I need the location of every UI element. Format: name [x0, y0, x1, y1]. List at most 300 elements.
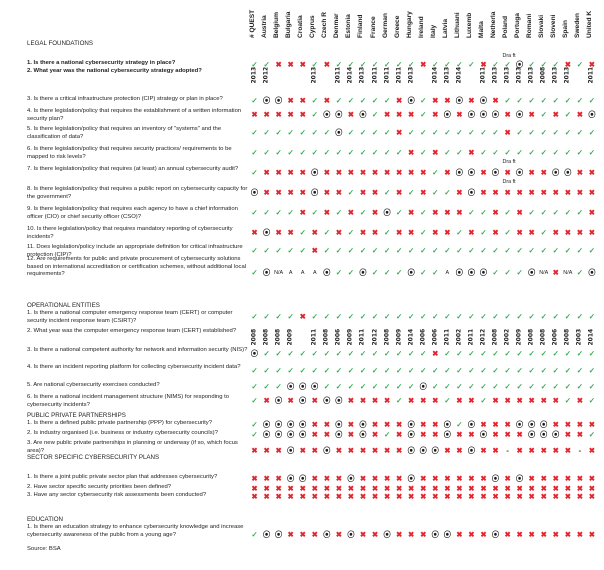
column-header-belgium [271, 2, 282, 38]
cross-icon: ✖ [468, 474, 475, 483]
year-value: 2013 [250, 66, 258, 84]
cross-icon: ✖ [432, 110, 439, 119]
check-icon: ✓ [408, 349, 415, 358]
dot-icon: ⦿ [443, 420, 451, 429]
check-icon: ✓ [456, 60, 463, 69]
cell-text: A [288, 270, 293, 276]
cross-icon: ✖ [528, 396, 535, 405]
dot-icon: ⦿ [539, 420, 548, 429]
cross-icon: ✖ [588, 208, 595, 217]
dot-icon: ⦿ [298, 396, 307, 405]
check-icon: ✓ [275, 246, 282, 255]
cross-icon: ✖ [299, 312, 306, 321]
check-icon: ✓ [492, 349, 499, 358]
check-icon: ✓ [564, 382, 571, 391]
cross-icon: ✖ [588, 420, 595, 429]
dot-icon: ⦿ [407, 430, 415, 439]
dot-icon: ⦿ [419, 382, 427, 391]
check-icon: ✓ [335, 96, 342, 105]
cross-icon: ✖ [347, 484, 354, 493]
question-text: 1. Is there an education strategy to enhance cybersecurity knowledge and increase cybersecurity awareness of the public from a young age? [27, 524, 244, 538]
check-icon: ✓ [528, 312, 535, 321]
dot-icon: ⦿ [383, 208, 391, 217]
check-icon: ✓ [492, 60, 499, 69]
check-icon: ✓ [516, 268, 523, 277]
question-text: 11. Does legislation/policy include an appropriate definition for critical infrastructure protection (CIP)? [27, 244, 243, 258]
column-header-label: Ireland [417, 16, 425, 38]
question-text: 4. Is there an incident reporting platform for collecting cybersecurity incident data? [27, 364, 241, 370]
check-icon: ✓ [504, 60, 511, 69]
year-value: 2013 [407, 66, 415, 84]
cross-icon: ✖ [468, 228, 475, 237]
dot-icon: ⦿ [383, 530, 391, 539]
cross-icon: ✖ [335, 484, 342, 493]
cross-icon: ✖ [395, 446, 403, 455]
dot-icon: ⦿ [274, 96, 283, 105]
check-icon: ✓ [468, 382, 475, 391]
cross-icon: ✖ [299, 96, 306, 105]
check-icon: ✓ [432, 168, 439, 177]
dot-icon: ⦿ [407, 96, 415, 105]
cross-icon: ✖ [564, 60, 571, 69]
cell-text: N/A [563, 270, 573, 276]
check-icon: ✓ [456, 246, 463, 255]
check-icon: ✓ [420, 148, 427, 157]
question-text: 7. Is there legislation/policy that requires (at least) an annual cybersecurity audit? [27, 166, 239, 172]
column-header-luxembourg [464, 2, 475, 38]
check-icon: ✓ [299, 246, 306, 255]
dot-icon: ⦿ [515, 60, 524, 69]
dot-icon: ⦿ [588, 268, 596, 277]
check-icon: ✓ [371, 128, 379, 137]
cross-icon: ✖ [311, 474, 318, 483]
check-icon: ✓ [275, 128, 282, 137]
cross-icon: ✖ [275, 188, 282, 197]
year-value: 2011 [395, 66, 403, 84]
column-header--questions [247, 2, 258, 38]
cross-icon: ✖ [275, 228, 282, 237]
check-icon: ✓ [432, 382, 439, 391]
cross-icon: ✖ [432, 484, 439, 493]
cross-icon: ✖ [408, 228, 415, 237]
column-header-label: Luxemb [465, 12, 473, 38]
column-header-label: Sweden [574, 13, 582, 38]
column-header-label: Finland [357, 14, 365, 38]
cross-icon: ✖ [263, 110, 270, 119]
question-text: 3. Is there a critical infrastructure protection (CIP) strategy or plan in place? [27, 96, 223, 102]
check-icon: ✓ [275, 312, 282, 321]
dot-icon: ⦿ [323, 268, 331, 277]
cross-icon: ✖ [576, 168, 583, 177]
check-icon: ✓ [528, 148, 535, 157]
cross-icon: ✖ [311, 484, 318, 493]
cross-icon: ✖ [552, 110, 559, 119]
check-icon: ✓ [311, 96, 318, 105]
section-heading: PUBLIC PRIVATE PARTNERSHIPS [27, 412, 126, 419]
dot-icon: ⦿ [335, 420, 343, 429]
check-icon: ✓ [552, 382, 559, 391]
cross-icon: ✖ [432, 96, 439, 105]
cross-icon: ✖ [371, 446, 379, 455]
dot-icon: ⦿ [335, 396, 343, 405]
dot-icon: ⦿ [527, 268, 536, 277]
check-icon: ✓ [251, 382, 258, 391]
cross-icon: ✖ [540, 188, 547, 197]
check-icon: ✓ [456, 420, 463, 429]
dot-icon: ⦿ [431, 446, 439, 455]
dot-icon: ⦿ [250, 188, 259, 197]
check-icon: ✓ [480, 312, 487, 321]
check-icon: ✓ [299, 128, 306, 137]
year-value: 2011 [310, 328, 318, 346]
column-header-label: Spain [562, 20, 570, 38]
check-icon: ✓ [275, 366, 282, 375]
cross-icon: ✖ [383, 492, 391, 501]
year-value: 2014 [346, 66, 354, 84]
column-header-label: # QUEST [249, 9, 256, 38]
year-value: 2012 [371, 328, 378, 346]
check-icon: ✓ [576, 96, 583, 105]
cross-icon: ✖ [576, 530, 583, 539]
cross-icon: ✖ [287, 530, 294, 539]
cross-icon: ✖ [287, 60, 294, 69]
cross-icon: ✖ [576, 228, 583, 237]
year-value: 2008 [274, 328, 282, 346]
check-icon: ✓ [540, 382, 547, 391]
column-headers [0, 0, 604, 40]
column-header-label: Belgium [273, 11, 281, 38]
check-icon: ✓ [371, 382, 379, 391]
dot-icon: ⦿ [467, 446, 476, 455]
cross-icon: ✖ [335, 474, 342, 483]
dot-icon: ⦿ [407, 474, 415, 483]
cross-icon: ✖ [323, 484, 330, 493]
column-header-label: United K [586, 10, 594, 38]
dot-icon: ⦿ [455, 168, 464, 177]
dot-icon: ⦿ [467, 420, 476, 429]
cross-icon: ✖ [287, 110, 294, 119]
check-icon: ✓ [311, 60, 318, 69]
dot-icon: ⦿ [407, 446, 415, 455]
check-icon: ✓ [395, 396, 403, 405]
cross-icon: ✖ [371, 396, 379, 405]
column-header-label: Portuga [514, 13, 522, 38]
dot-icon: ⦿ [298, 382, 307, 391]
question-text: 6. Is there a national incident management structure (NIMS) for responding to cybersecurity incidents? [27, 394, 230, 408]
check-icon: ✓ [540, 60, 547, 69]
column-header-netherlands [488, 2, 499, 38]
cross-icon: ✖ [359, 530, 367, 539]
cross-icon: ✖ [323, 474, 330, 483]
cross-icon: ✖ [420, 430, 427, 439]
cross-icon: ✖ [371, 168, 379, 177]
cross-icon: ✖ [335, 228, 342, 237]
cross-icon: ✖ [311, 492, 318, 501]
question-text: 1. Is there a joint public private sector plan that addresses cybersecurity? [27, 474, 218, 480]
cross-icon: ✖ [576, 430, 583, 439]
cross-icon: ✖ [444, 474, 451, 483]
dot-icon: ⦿ [286, 430, 295, 439]
year-value: 2006 [334, 328, 342, 346]
check-icon: ✓ [383, 430, 391, 439]
check-icon: ✓ [456, 349, 463, 358]
column-header-france [368, 2, 379, 38]
cross-icon: ✖ [347, 420, 354, 429]
cross-icon: ✖ [347, 208, 354, 217]
dot-icon: ⦿ [323, 396, 331, 405]
cross-icon: ✖ [287, 228, 294, 237]
check-icon: ✓ [504, 268, 511, 277]
column-header-label: France [369, 16, 377, 38]
check-icon: ✓ [371, 366, 379, 375]
column-header-hungary [404, 2, 415, 38]
cross-icon: ✖ [468, 148, 475, 157]
cross-icon: ✖ [395, 110, 403, 119]
dot-icon: ⦿ [347, 530, 355, 539]
cross-icon: ✖ [311, 246, 318, 255]
check-icon: ✓ [335, 268, 342, 277]
cross-icon: ✖ [528, 492, 535, 501]
check-icon: ✓ [516, 312, 523, 321]
check-icon: ✓ [335, 246, 342, 255]
cross-icon: ✖ [311, 228, 318, 237]
column-header-austria [259, 2, 270, 38]
check-icon: ✓ [251, 430, 258, 439]
cross-icon: ✖ [299, 530, 306, 539]
check-icon: ✓ [371, 96, 379, 105]
check-icon: ✓ [311, 312, 318, 321]
question-text: 1. Is there a defined public private partnership (PPP) for cybersecurity? [27, 420, 212, 426]
dot-icon: ⦿ [515, 168, 524, 177]
cross-icon: ✖ [516, 396, 523, 405]
check-icon: ✓ [468, 312, 475, 321]
cross-icon: ✖ [335, 188, 342, 197]
check-icon: ✓ [408, 382, 415, 391]
cross-icon: ✖ [576, 110, 583, 119]
cross-icon: ✖ [504, 396, 511, 405]
check-icon: ✓ [528, 382, 535, 391]
cross-icon: ✖ [540, 492, 547, 501]
cross-icon: ✖ [456, 484, 463, 493]
check-icon: ✓ [444, 396, 451, 405]
cross-icon: ✖ [552, 484, 559, 493]
check-icon: ✓ [480, 382, 487, 391]
check-icon: ✓ [347, 382, 354, 391]
cross-icon: ✖ [432, 396, 439, 405]
check-icon: ✓ [432, 268, 439, 277]
cross-icon: ✖ [588, 484, 595, 493]
check-icon: ✓ [420, 268, 427, 277]
cross-icon: ✖ [504, 474, 511, 483]
check-icon: ✓ [540, 366, 547, 375]
question-text: 8. Is there legislation/policy that requires a public report on cybersecurity capacity for the government? [27, 186, 248, 200]
cross-icon: ✖ [383, 396, 391, 405]
cell-text: N/A [539, 270, 549, 276]
check-icon: ✓ [287, 349, 294, 358]
check-icon: ✓ [299, 148, 306, 157]
column-header-poland [500, 2, 511, 38]
cross-icon: ✖ [371, 492, 379, 501]
column-header-label: Cyprus [309, 15, 317, 38]
cross-icon: ✖ [251, 228, 258, 237]
check-icon: ✓ [263, 148, 270, 157]
check-icon: ✓ [588, 396, 595, 405]
cross-icon: ✖ [456, 396, 463, 405]
year-value: 2011 [443, 328, 451, 346]
check-icon: ✓ [576, 148, 583, 157]
check-icon: ✓ [516, 128, 523, 137]
cross-icon: ✖ [299, 484, 306, 493]
cross-icon: ✖ [480, 530, 487, 539]
dot-icon: ⦿ [274, 420, 283, 429]
cross-icon: ✖ [516, 430, 523, 439]
question-text: 5. Is there legislation/policy that requires an inventory of "systems" and the classification of data? [27, 126, 222, 140]
check-icon: ✓ [528, 208, 535, 217]
cross-icon: ✖ [371, 228, 379, 237]
check-icon: ✓ [359, 349, 367, 358]
column-header-slovakia [536, 2, 547, 38]
check-icon: ✓ [468, 128, 475, 137]
cross-icon: ✖ [432, 420, 439, 429]
check-icon: ✓ [516, 246, 523, 255]
cross-icon: ✖ [263, 168, 270, 177]
cross-icon: ✖ [444, 492, 451, 501]
cross-icon: ✖ [251, 110, 258, 119]
cross-icon: ✖ [516, 492, 523, 501]
check-icon: ✓ [492, 382, 499, 391]
dot-icon: ⦿ [552, 168, 560, 177]
check-icon: ✓ [540, 208, 547, 217]
dot-icon: ⦿ [262, 228, 271, 237]
check-icon: ✓ [576, 382, 583, 391]
check-icon: ✓ [371, 312, 379, 321]
check-icon: ✓ [480, 128, 487, 137]
cross-icon: ✖ [564, 484, 571, 493]
check-icon: ✓ [359, 382, 367, 391]
cross-icon: ✖ [540, 474, 547, 483]
cross-icon: ✖ [564, 188, 571, 197]
check-icon: ✓ [444, 148, 451, 157]
check-icon: ✓ [251, 366, 258, 375]
cross-icon: ✖ [480, 420, 487, 429]
cross-icon: ✖ [408, 110, 415, 119]
check-icon: ✓ [576, 208, 583, 217]
cross-icon: ✖ [420, 484, 427, 493]
check-icon: ✓ [516, 96, 523, 105]
check-icon: ✓ [263, 312, 270, 321]
check-icon: ✓ [528, 128, 535, 137]
cross-icon: ✖ [383, 420, 391, 429]
check-icon: ✓ [323, 128, 330, 137]
cross-icon: ✖ [480, 446, 487, 455]
check-icon: ✓ [251, 420, 258, 429]
check-icon: ✓ [323, 312, 330, 321]
check-icon: ✓ [540, 148, 547, 157]
check-icon: ✓ [552, 208, 559, 217]
check-icon: ✓ [287, 208, 294, 217]
cross-icon: ✖ [432, 492, 439, 501]
cross-icon: ✖ [588, 474, 595, 483]
cross-icon: ✖ [588, 60, 595, 69]
check-icon: ✓ [468, 246, 475, 255]
check-icon: ✓ [516, 148, 523, 157]
check-icon: ✓ [359, 208, 367, 217]
cross-icon: ✖ [552, 188, 559, 197]
year-value: 2009 [346, 328, 354, 346]
cross-icon: ✖ [432, 474, 439, 483]
cross-icon: ✖ [420, 492, 427, 501]
cross-icon: ✖ [347, 492, 354, 501]
cross-icon: ✖ [371, 208, 379, 217]
dot-icon: ⦿ [298, 420, 307, 429]
check-icon: ✓ [383, 96, 391, 105]
check-icon: ✓ [552, 349, 559, 358]
cross-icon: ✖ [287, 396, 294, 405]
check-icon: ✓ [311, 148, 318, 157]
cross-icon: ✖ [251, 492, 258, 501]
cross-icon: ✖ [564, 530, 571, 539]
dot-icon: ⦿ [274, 396, 283, 405]
check-icon: ✓ [299, 349, 306, 358]
cross-icon: ✖ [552, 446, 559, 455]
check-icon: ✓ [492, 246, 499, 255]
check-icon: ✓ [576, 128, 583, 137]
year-value: 2008 [539, 66, 547, 84]
check-icon: ✓ [275, 382, 282, 391]
cross-icon: ✖ [287, 188, 294, 197]
cross-icon: ✖ [395, 420, 403, 429]
cross-icon: ✖ [263, 396, 270, 405]
check-icon: ✓ [383, 188, 391, 197]
column-header-latvia [440, 2, 451, 38]
check-icon: ✓ [444, 382, 451, 391]
cross-icon: ✖ [323, 430, 330, 439]
cross-icon: ✖ [359, 396, 367, 405]
check-icon: ✓ [251, 530, 258, 539]
check-icon: ✓ [540, 96, 547, 105]
cross-icon: ✖ [480, 60, 487, 69]
cross-icon: ✖ [456, 188, 463, 197]
cross-icon: ✖ [504, 430, 511, 439]
column-header-label: Latvia [441, 18, 449, 38]
column-header-label: Netherla [490, 11, 497, 38]
cross-icon: ✖ [275, 474, 282, 483]
check-icon: ✓ [251, 96, 258, 105]
cross-icon: ✖ [468, 430, 475, 439]
question-text: 1. Is there a national computer emergency response team (CERT) or computer security incident response team (CSIRT)? [27, 310, 233, 324]
year-value: 2014 [587, 328, 595, 346]
check-icon: ✓ [347, 148, 354, 157]
cross-icon: ✖ [299, 208, 306, 217]
question-text: 5. Are national cybersecurity exercises conducted? [27, 382, 160, 388]
cross-icon: ✖ [323, 208, 330, 217]
cross-icon: ✖ [335, 168, 342, 177]
cross-icon: ✖ [251, 474, 258, 483]
cross-icon: ✖ [540, 396, 547, 405]
check-icon: ✓ [528, 366, 535, 375]
cross-icon: ✖ [444, 484, 451, 493]
check-icon: ✓ [468, 349, 475, 358]
cross-icon: ✖ [552, 474, 559, 483]
year-value: 2013 [527, 66, 535, 84]
year-value: 2008 [262, 328, 270, 346]
cross-icon: ✖ [263, 492, 270, 501]
check-icon: ✓ [287, 312, 294, 321]
year-value: 2014 [431, 66, 439, 84]
check-icon: ✓ [395, 366, 403, 375]
dot-icon: ⦿ [323, 530, 331, 539]
check-icon: ✓ [420, 208, 427, 217]
